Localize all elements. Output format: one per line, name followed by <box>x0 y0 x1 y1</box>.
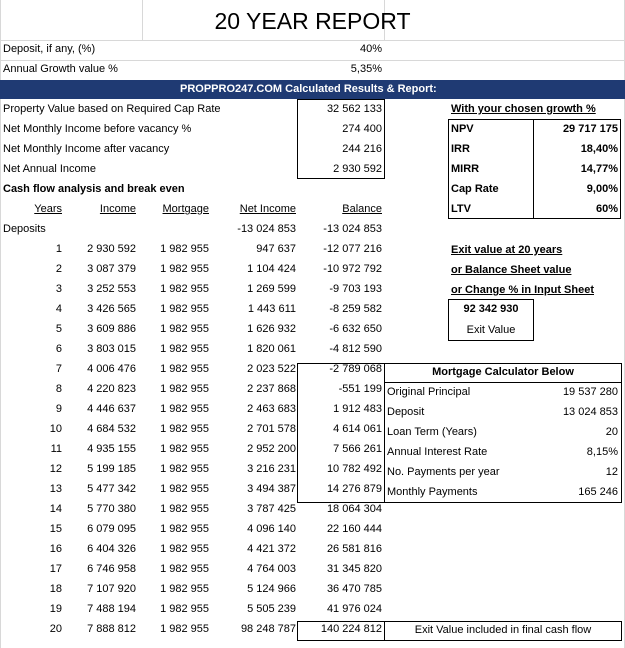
growth-value-cap-rate: 9,00% <box>586 183 618 195</box>
row-net-income: 2 952 200 <box>247 443 296 455</box>
row-net-income: 2 023 522 <box>247 363 296 375</box>
column-header-income: Income <box>99 203 136 215</box>
row-income: 6 079 095 <box>87 523 136 535</box>
row-mortgage: 1 982 955 <box>160 503 209 515</box>
row-balance: 26 581 816 <box>326 543 382 555</box>
row-balance: -9 703 193 <box>329 283 382 295</box>
row-mortgage: 1 982 955 <box>160 563 209 575</box>
row-mortgage: 1 982 955 <box>160 283 209 295</box>
row-mortgage: 1 982 955 <box>160 263 209 275</box>
row-balance: 41 976 024 <box>326 603 382 615</box>
row-net-income: 5 124 966 <box>247 583 296 595</box>
row-balance: -6 632 650 <box>329 323 382 335</box>
row-income: 5 199 185 <box>87 463 136 475</box>
row-year: 12 <box>49 463 62 475</box>
row-mortgage: 1 982 955 <box>160 363 209 375</box>
row-net-income: 2 463 683 <box>247 403 296 415</box>
mortgage-value-payments-per-year: 12 <box>605 466 618 478</box>
row-mortgage: 1 982 955 <box>160 603 209 615</box>
row-balance: -2 789 068 <box>329 363 382 375</box>
row-income: 5 477 342 <box>87 483 136 495</box>
row-income: 3 609 886 <box>87 323 136 335</box>
input-label-deposit: Deposit, if any, (%) <box>3 43 96 55</box>
row-year: 7 <box>55 363 62 375</box>
mortgage-label-monthly-payments: Monthly Payments <box>387 486 478 498</box>
mortgage-calculator-heading: Mortgage Calculator Below <box>432 366 574 378</box>
result-label-monthly-before: Net Monthly Income before vacancy % <box>3 123 192 135</box>
row-net-income: 2 237 868 <box>247 383 296 395</box>
row-balance: 14 276 879 <box>326 483 382 495</box>
row-year: 16 <box>49 543 62 555</box>
row-income: 3 087 379 <box>87 263 136 275</box>
row-net-income: 1 443 611 <box>247 303 296 315</box>
input-value-deposit[interactable]: 40% <box>359 43 382 55</box>
row-mortgage: 1 982 955 <box>160 443 209 455</box>
final-balance-box <box>297 621 385 641</box>
row-year: 2 <box>55 263 62 275</box>
row-net-income: 1 104 424 <box>247 263 296 275</box>
row-mortgage: 1 982 955 <box>160 303 209 315</box>
input-label-growth: Annual Growth value % <box>3 63 118 75</box>
growth-label-cap-rate: Cap Rate <box>451 183 499 195</box>
mortgage-value-monthly-payments: 165 246 <box>578 486 618 498</box>
row-balance: 4 614 061 <box>333 423 382 435</box>
row-mortgage: 1 982 955 <box>160 523 209 535</box>
mortgage-value-term: 20 <box>605 426 618 438</box>
growth-label-npv: NPV <box>451 123 474 135</box>
result-value-property-value: 32 562 133 <box>326 103 382 115</box>
row-mortgage: 1 982 955 <box>160 543 209 555</box>
column-header-mortgage: Mortgage <box>162 203 209 215</box>
row-year: 8 <box>55 383 62 395</box>
row-net-income: 947 637 <box>256 243 296 255</box>
mortgage-value-deposit: 13 024 853 <box>562 406 618 418</box>
row-year: 17 <box>49 563 62 575</box>
row-income: 7 888 812 <box>87 623 136 635</box>
row-balance: -10 972 792 <box>323 263 382 275</box>
row-year: 13 <box>49 483 62 495</box>
row-mortgage: 1 982 955 <box>160 403 209 415</box>
page-title: 20 YEAR REPORT <box>214 8 411 34</box>
row-year: 18 <box>49 583 62 595</box>
row-year: 10 <box>49 423 62 435</box>
row-balance: 7 566 261 <box>333 443 382 455</box>
row-net-income: 5 505 239 <box>247 603 296 615</box>
row-income: 4 684 532 <box>87 423 136 435</box>
row-balance: 36 470 785 <box>326 583 382 595</box>
row-year: 9 <box>55 403 62 415</box>
growth-label-mirr: MIRR <box>451 163 480 175</box>
row-mortgage: 1 982 955 <box>160 323 209 335</box>
row-net-income: 3 787 425 <box>247 503 296 515</box>
row-year: 5 <box>55 323 62 335</box>
row-balance: 18 064 304 <box>326 503 382 515</box>
growth-value-irr: 18,40% <box>580 143 618 155</box>
balance-boxed-range <box>297 363 385 503</box>
result-label-property-value: Property Value based on Required Cap Rate <box>3 103 221 115</box>
row-net-income: 1 626 932 <box>247 323 296 335</box>
mortgage-label-interest: Annual Interest Rate <box>387 446 488 458</box>
row-mortgage: 1 982 955 <box>160 583 209 595</box>
row-balance: 1 912 483 <box>333 403 382 415</box>
mortgage-value-interest: 8,15% <box>586 446 618 458</box>
row-income: 7 488 194 <box>87 603 136 615</box>
row-net-income: 1 820 061 <box>247 343 296 355</box>
row-net-income: 1 269 599 <box>247 283 296 295</box>
footer-note: Exit Value included in final cash flow <box>414 624 592 636</box>
column-header-balance: Balance <box>342 203 382 215</box>
growth-label-irr: IRR <box>451 143 470 155</box>
row-balance: -12 077 216 <box>323 243 382 255</box>
row-year: 20 <box>49 623 62 635</box>
row-year: 14 <box>49 503 62 515</box>
row-mortgage: 1 982 955 <box>160 483 209 495</box>
row-year: 19 <box>49 603 62 615</box>
row-income: 4 446 637 <box>87 403 136 415</box>
growth-value-npv: 29 717 175 <box>562 123 618 135</box>
growth-value-ltv: 60% <box>595 203 618 215</box>
growth-value-mirr: 14,77% <box>580 163 618 175</box>
row-year: 1 <box>55 243 62 255</box>
row-balance: -8 259 582 <box>329 303 382 315</box>
exit-line-2: or Balance Sheet value <box>451 264 572 276</box>
mortgage-label-payments-per-year: No. Payments per year <box>387 466 500 478</box>
row-year: 3 <box>55 283 62 295</box>
row-mortgage: 1 982 955 <box>160 623 209 635</box>
row-year: 11 <box>50 443 62 455</box>
deposits-net-income: -13 024 853 <box>237 223 296 235</box>
row-net-income: 3 216 231 <box>247 463 296 475</box>
cashflow-heading: Cash flow analysis and break even <box>3 183 185 195</box>
row-net-income: 2 701 578 <box>247 423 296 435</box>
mortgage-label-term: Loan Term (Years) <box>387 426 477 438</box>
row-net-income: 4 764 003 <box>247 563 296 575</box>
result-value-annual: 2 930 592 <box>333 163 382 175</box>
exit-value-caption: Exit Value <box>466 324 516 336</box>
row-income: 6 746 958 <box>87 563 136 575</box>
row-income: 3 803 015 <box>87 343 136 355</box>
row-income: 3 426 565 <box>87 303 136 315</box>
row-balance: -4 812 590 <box>329 343 382 355</box>
row-mortgage: 1 982 955 <box>160 463 209 475</box>
growth-heading: With your chosen growth % <box>451 103 596 115</box>
row-net-income: 3 494 387 <box>247 483 296 495</box>
row-mortgage: 1 982 955 <box>160 243 209 255</box>
row-balance: 22 160 444 <box>326 523 382 535</box>
row-net-income: 4 096 140 <box>247 523 296 535</box>
exit-line-3: or Change % in Input Sheet <box>451 284 595 296</box>
mortgage-label-principal: Original Principal <box>387 386 471 398</box>
growth-label-ltv: LTV <box>451 203 471 215</box>
row-mortgage: 1 982 955 <box>160 423 209 435</box>
result-label-monthly-after: Net Monthly Income after vacancy <box>3 143 170 155</box>
row-year: 6 <box>55 343 62 355</box>
results-banner-text: PROPPRO247.COM Calculated Results & Report: <box>180 83 437 95</box>
column-header-years: Years <box>34 203 62 215</box>
deposits-balance: -13 024 853 <box>323 223 382 235</box>
row-year: 15 <box>49 523 62 535</box>
row-income: 4 935 155 <box>87 443 136 455</box>
row-income: 6 404 326 <box>87 543 136 555</box>
row-income: 4 006 476 <box>87 363 136 375</box>
row-income: 5 770 380 <box>87 503 136 515</box>
row-balance: 140 224 812 <box>320 623 382 635</box>
row-balance: -551 199 <box>338 383 382 395</box>
column-header-net-income: Net Income <box>239 203 296 215</box>
row-net-income: 98 248 787 <box>240 623 296 635</box>
row-balance: 10 782 492 <box>326 463 382 475</box>
row-income: 3 252 553 <box>87 283 136 295</box>
result-value-monthly-after: 244 216 <box>342 143 382 155</box>
row-balance: 31 345 820 <box>326 563 382 575</box>
row-year: 4 <box>55 303 62 315</box>
row-net-income: 4 421 372 <box>247 543 296 555</box>
exit-value: 92 342 930 <box>463 303 519 315</box>
mortgage-value-principal: 19 537 280 <box>562 386 618 398</box>
deposits-label: Deposits <box>3 223 46 235</box>
row-mortgage: 1 982 955 <box>160 383 209 395</box>
row-income: 7 107 920 <box>87 583 136 595</box>
row-income: 2 930 592 <box>87 243 136 255</box>
row-mortgage: 1 982 955 <box>160 343 209 355</box>
row-income: 4 220 823 <box>87 383 136 395</box>
input-value-growth[interactable]: 5,35% <box>350 63 382 75</box>
result-label-annual: Net Annual Income <box>3 163 96 175</box>
mortgage-label-deposit: Deposit <box>387 406 425 418</box>
result-value-monthly-before: 274 400 <box>342 123 382 135</box>
exit-line-1: Exit value at 20 years <box>451 244 563 256</box>
